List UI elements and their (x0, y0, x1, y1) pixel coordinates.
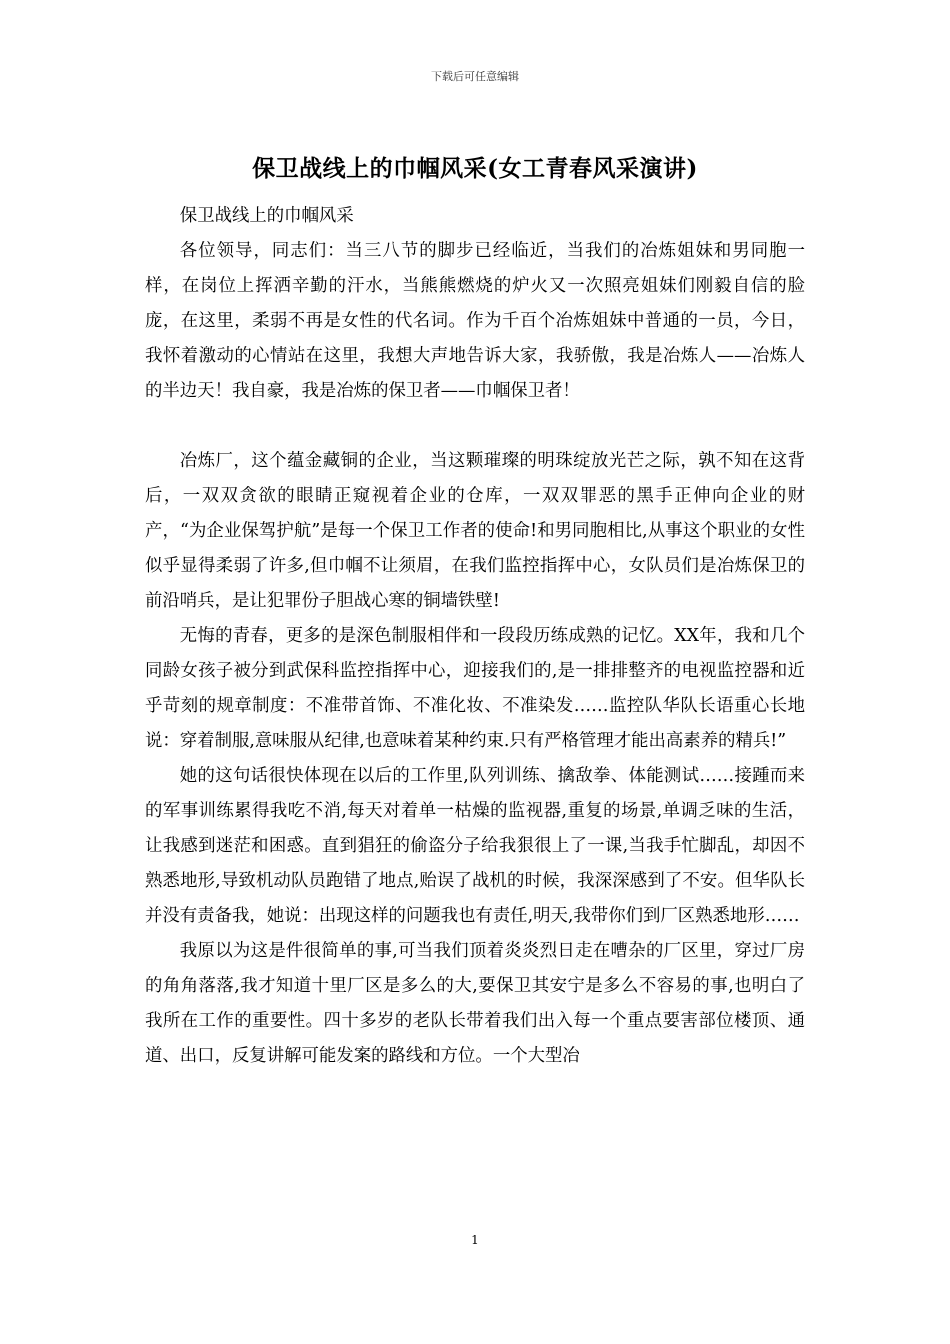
page-header-note: 下载后可任意编辑 (431, 70, 519, 83)
body-paragraph: 各位领导，同志们：当三八节的脚步已经临近，当我们的冶炼姐妹和男同胞一样，在岗位上挥洒辛勤的汗水，当熊熊燃烧的炉火又一次照亮姐妹们刚毅自信的脸庞，在这里，柔弱不再是女性的代名词。作为千百个冶炼姐妹中普通的一员，今日，我怀着激动的心情站在这里，我想大声地告诉大家，我骄傲，我是冶炼人——冶炼人的半边天！我自豪，我是冶炼的保卫者——巾帼保卫者！ (145, 241, 805, 401)
body-paragraph: 无悔的青春，更多的是深色制服相伴和一段段历练成熟的记忆。XX年，我和几个同龄女孩子被分到武保科监控指挥中心，迎接我们的,是一排排整齐的电视监控器和近乎苛刻的规章制度：不准带首饰、不准化妆、不准染发……监控队华队长语重心长地说：穿着制服,意味服从纪律,也意味着某种约束.只有严格管理才能出高素养的精兵!” (145, 626, 805, 751)
subtitle-paragraph: 保卫战线上的巾帼风采 (179, 206, 354, 226)
body-paragraph: 她的这句话很快体现在以后的工作里,队列训练、擒敌拳、体能测试……接踵而来的军事训练累得我吃不消,每天对着单一枯燥的监视器,重复的场景,单调乏味的生活，让我感到迷茫和困惑。直到猖狂的偷盗分子给我狠很上了一课,当我手忙脚乱，却因不熟悉地形,导致机动队员跑错了地点,贻误了战机的时候，我深深感到了不安。但华队长并没有责备我，她说：出现这样的问题我也有责任,明天,我带你们到厂区熟悉地形…… (145, 766, 805, 926)
page-number: 1 (471, 1233, 479, 1247)
document-title: 保卫战线上的巾帼风采(女工青春风采演讲) (252, 155, 698, 182)
document-body (145, 199, 805, 1074)
body-paragraph: 冶炼厂，这个蕴金藏铜的企业，当这颗璀璨的明珠绽放光芒之际，孰不知在这背后，一双双贪欲的眼睛正窥视着企业的仓库，一双双罪恶的黑手正伸向企业的财产，“为企业保驾护航”是每一个保卫工作者的使命!和男同胞相比,从事这个职业的女性似乎显得柔弱了许多,但巾帼不让须眉，在我们监控指挥中心，女队员们是冶炼保卫的前沿哨兵，是让犯罪份子胆战心寒的铜墙铁壁! (145, 451, 805, 611)
body-paragraph: 我原以为这是件很简单的事,可当我们顶着炎炎烈日走在嘈杂的厂区里，穿过厂房的角角落落,我才知道十里厂区是多么的大,要保卫其安宁是多么不容易的事,也明白了我所在工作的重要性。四十多岁的老队长带着我们出入每一个重点要害部位楼顶、通道、出口，反复讲解可能发案的路线和方位。一个大型冶 (145, 941, 805, 1066)
